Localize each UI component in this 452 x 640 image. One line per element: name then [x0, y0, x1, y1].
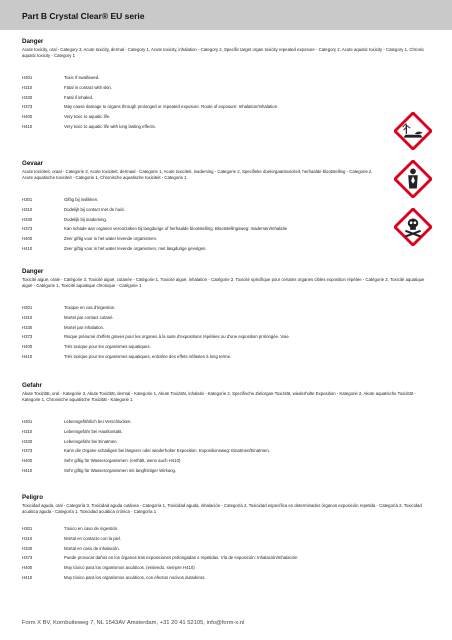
hazard-text: Very toxic to aquatic life. [64, 114, 111, 120]
hazard-code: H310 [22, 206, 33, 212]
hazard-text: Sehr giftig für Wasserorganismen mit langfristiger Wirkung. [64, 467, 177, 473]
hazard-code: H373 [22, 555, 33, 561]
hazard-statement [22, 102, 432, 112]
section-title: Peligro [22, 494, 43, 501]
hazard-code: H400 [22, 236, 33, 242]
hazard-statement [22, 544, 432, 554]
hazard-statement [22, 195, 432, 205]
hazard-code: H330 [22, 438, 33, 444]
environment-hazard-icon [394, 112, 432, 150]
hazard-text: Très toxique pour les organismes aquatiques, entraîne des effets néfastes à long terme. [64, 353, 232, 359]
hazard-statement [22, 352, 432, 362]
section-title: Danger [22, 268, 44, 275]
hazard-text: Toxic if swallowed. [64, 75, 100, 80]
hazard-text: Very toxic to aquatic life with long lasting effects. [64, 123, 156, 129]
header-bar [0, 0, 452, 30]
hazard-code: H400 [22, 114, 33, 120]
hazard-text: Lebensgefahr bei Hautkontakt. [64, 428, 123, 434]
hazard-code: H373 [22, 334, 33, 340]
section-en [22, 38, 432, 132]
section-es [22, 494, 432, 583]
hazard-statement-list [22, 73, 432, 132]
hazard-statement [22, 73, 432, 83]
hazard-statement [22, 417, 432, 427]
section-nl [22, 160, 432, 254]
hazard-statement [22, 313, 432, 323]
hazard-text: Fatal if inhaled. [64, 94, 94, 100]
hazard-code: H400 [22, 565, 33, 571]
hazard-statement [22, 342, 432, 352]
hazard-code: H301 [22, 526, 33, 531]
hazard-statement [22, 323, 432, 333]
hazard-text: Dodelijk bij contact met de huid. [64, 206, 125, 212]
section-description: Acute toxicity, oral - Category 3, Acute toxicity, dermal - Category 1, Acute toxicity, inhalation - Category 2, Specific target organ toxicity repeated exposure - Category 2, Acute aquatic toxicity - Category 1, Chronic aquatic toxicity - Category 1 [22, 47, 425, 58]
hazard-statement [22, 93, 432, 103]
hazard-code: H400 [22, 344, 33, 350]
hazard-statement-list [22, 195, 432, 254]
hazard-code: H400 [22, 458, 33, 464]
hazard-text: Très toxique pour les organismes aquatiques. [64, 344, 151, 350]
hazard-code: H301 [22, 419, 33, 424]
hazard-code: H301 [22, 305, 33, 310]
hazard-statement [22, 122, 432, 132]
hazard-code: H301 [22, 75, 33, 80]
hazard-text: Muy tóxico para los organismos acuáticos. (entiendo, siempre H410) [64, 565, 195, 571]
hazard-code: H330 [22, 545, 33, 551]
hazard-statement-list [22, 524, 432, 583]
hazard-text: Mortal en contacto con la piel. [64, 535, 122, 541]
page-title: Part B Crystal Clear® EU serie [22, 11, 145, 21]
health-hazard-icon [394, 160, 432, 198]
hazard-statement [22, 427, 432, 437]
hazard-statement [22, 303, 432, 313]
hazard-text: Mortal en caso de inhalación. [64, 545, 120, 551]
hazard-text: Toxique en cas d'ingestion. [64, 305, 116, 310]
hazard-code: H410 [22, 353, 33, 359]
hazard-code: H410 [22, 123, 33, 129]
hazard-text: Lebensgefahr bei Einatmen. [64, 438, 118, 444]
hazard-statement [22, 234, 432, 244]
hazard-statement [22, 573, 432, 583]
section-description: Acute toxiciteit, oraal - Categorie 3, Acute toxiciteit, dermaal - Categorie 1, Acute toxiciteit, inademing - Categorie 2, Specifieke doelorgaantoxiciteit, herhaalde blootstelling - Categorie 2, Acute aquatische toxiciteit - Categorie 1, Chronische aquatische toxiciteit - Categorie 1 [22, 169, 373, 180]
hazard-text: Mortel par inhalation. [64, 324, 105, 330]
hazard-statement [22, 224, 432, 234]
hazard-code: H310 [22, 314, 33, 320]
footer-contact: Form X BV, Kornbuiteweg 7, NL 1543AV Amsterdam, +31 20 41 52105, info@form-x.nl [22, 620, 245, 626]
hazard-statement [22, 112, 432, 122]
hazard-statement [22, 244, 432, 254]
hazard-statement [22, 553, 432, 563]
hazard-code: H330 [22, 216, 33, 222]
skull-crossbones-icon [394, 208, 432, 246]
section-description: Akute Toxizität, oral - Kategorie 3, Akute Toxizität, dermal - Kategorie 1, Akute Toxizität, inhalativ - Kategorie 2, Spezifische Zielorgan-Toxizität, wiederholte Exposition - Kategorie 2, Akute aquatische Toxizität - Kategorie 1, Chronische aquatische Toxizität - Kategorie 1 [22, 391, 416, 402]
hazard-text: May cause damage to organs through prolonged or repeated exposure. Route of exposure: Inhalation/Inhalation [64, 104, 278, 110]
section-title: Gevaar [22, 160, 43, 167]
hazard-statement [22, 437, 432, 447]
hazard-statement [22, 524, 432, 534]
hazard-statement [22, 205, 432, 215]
hazard-statement [22, 83, 432, 93]
hazard-text: Lebensgefährlich bei Verschlucken. [64, 419, 132, 424]
hazard-statement [22, 456, 432, 466]
hazard-text: Puede provocar daños en los órganos tras exposiciones prolongadas o repetidas. Vía de exposición: Inhalación/Inhalación [64, 555, 298, 561]
hazard-statement [22, 563, 432, 573]
hazard-code: H410 [22, 245, 33, 251]
section-de [22, 382, 432, 476]
hazard-text: Fatal in contact with skin. [64, 84, 113, 90]
section-title: Gefahr [22, 382, 42, 389]
pictogram-column [394, 112, 452, 256]
hazard-text: Tóxico en caso de ingestión. [64, 526, 119, 531]
hazard-code: H310 [22, 428, 33, 434]
section-title: Danger [22, 38, 44, 45]
hazard-statement-list [22, 303, 432, 362]
hazard-statement [22, 332, 432, 342]
hazard-code: H310 [22, 535, 33, 541]
hazard-code: H373 [22, 448, 33, 454]
hazard-text: Kann die Organe schädigen bei längerer oder wiederholter Exposition. Expositionsweg: Einatmen/Einatmen. [64, 448, 270, 454]
hazard-text: Dodelijk bij inademing. [64, 216, 107, 222]
hazard-statement [22, 215, 432, 225]
hazard-text: Muy tóxico para los organismos acuáticos, con efectos nocivos duraderos. [64, 574, 206, 580]
hazard-statement-list [22, 417, 432, 476]
hazard-code: H373 [22, 226, 33, 232]
hazard-text: Sehr giftig für Wasserorganismen. (enthält, wenn auch H410) [64, 458, 181, 464]
hazard-code: H373 [22, 104, 33, 110]
hazard-code: H410 [22, 574, 33, 580]
hazard-text: Kan schade aan organen veroorzaken bij langdurige of herhaalde blootstelling. Blootstellingsweg: Inademen/Inhalatie [64, 226, 288, 232]
hazard-text: Zeer giftig voor in het water levende organismen, met langdurige gevolgen. [64, 245, 207, 251]
hazard-statement [22, 534, 432, 544]
hazard-code: H301 [22, 197, 33, 202]
hazard-code: H410 [22, 467, 33, 473]
section-description: Toxicité aiguë, orale - Catégorie 3, Toxicité aiguë, cutanée - Catégorie 1, Toxicité aiguë, inhalation - Catégorie 2, Toxicité spécifique pour certains organes cibles exposition répétée - Catégorie 2, Toxicité aquatique aiguë - Catégorie 1, Toxicité aquatique chronique - Catégorie 1 [22, 277, 425, 288]
section-fr [22, 268, 432, 362]
hazard-statement [22, 466, 432, 476]
hazard-text: Zeer giftig voor in het water levende organismen. [64, 236, 158, 242]
section-description: Toxicidad aguda, oral - Categoría 3, Toxicidad aguda cutánea - Categoría 1, Toxicidad aguda, inhalación - Categoría 2, Toxicidad específica en determinados órganos exposición repetida - Categoría 2, Toxicidad acuática aguda - Categoría 1, Toxicidad acuática crónica - Categoría 1 [22, 503, 422, 514]
hazard-text: Risque présumé d'effets graves pour les organes à la suite d'expositions répétées ou d'une exposition prolongée. Voie [64, 334, 289, 340]
hazard-text: Giftig bij inslikken. [64, 197, 99, 202]
hazard-code: H330 [22, 324, 33, 330]
hazard-text: Mortel par contact cutané. [64, 314, 114, 320]
hazard-statement [22, 446, 432, 456]
hazard-code: H330 [22, 94, 33, 100]
hazard-code: H310 [22, 84, 33, 90]
